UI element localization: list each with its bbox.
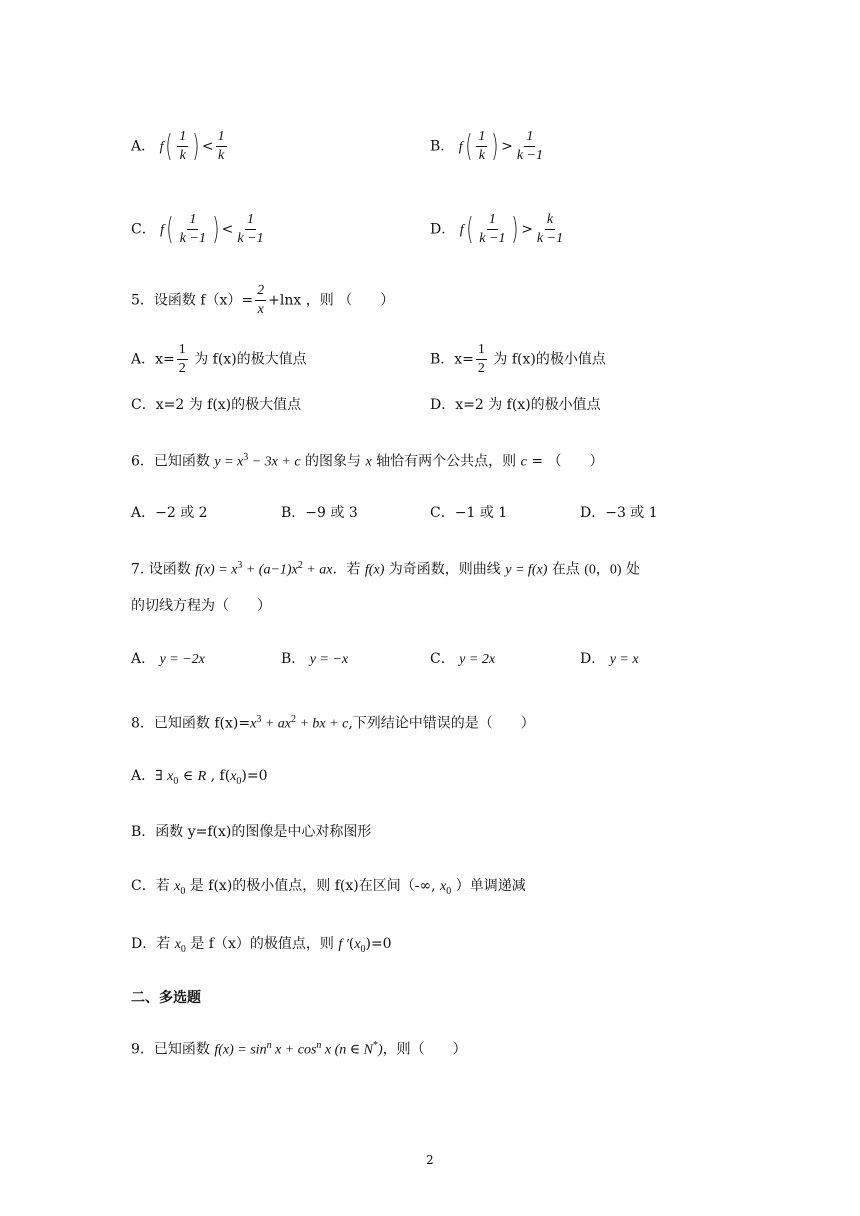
math: ) — [377, 1042, 383, 1058]
denominator: 2 — [477, 361, 485, 376]
paren-right: ) — [192, 128, 200, 164]
fraction — [255, 282, 266, 319]
paren-left: ( — [464, 128, 473, 164]
math: y = f(x) — [505, 562, 548, 578]
paren-right: ) — [212, 211, 220, 247]
q6-option-a: A．−2 或 2 — [131, 505, 208, 521]
q4-option-d — [430, 211, 567, 248]
stem-text: ,下列结论中错误的是（ ） — [348, 715, 535, 732]
denominator: k — [218, 148, 225, 163]
q5-stem — [131, 282, 394, 319]
math: x (n ∈ N — [321, 1042, 373, 1058]
stem-text: ，则（ ） — [382, 1041, 467, 1058]
fraction — [515, 128, 545, 165]
q5-option-d: D．x=2 为 f(x)的极小值点 — [430, 397, 601, 413]
math: x + cos — [271, 1042, 317, 1058]
q7-option-d — [580, 649, 639, 670]
math: y = 2x — [459, 652, 496, 667]
q7-stem-line1 — [131, 556, 640, 581]
math: x — [354, 937, 361, 952]
q4-option-c — [131, 211, 268, 248]
q4-option-b — [430, 128, 547, 165]
option-label: A． — [131, 651, 156, 667]
math: x — [167, 769, 174, 784]
math: ∈ — [178, 768, 198, 784]
stem-text: ．若 — [332, 561, 365, 578]
denominator: k −1 — [237, 231, 264, 246]
operator: > — [501, 138, 513, 155]
stem-text: +lnx ，则 （ ） — [268, 292, 395, 309]
math: + bx + c — [295, 716, 349, 732]
math: c — [520, 454, 527, 470]
denominator: 2 — [178, 361, 186, 376]
stem-text: 7. 设函数 — [131, 561, 196, 578]
fraction — [476, 341, 487, 378]
exponent: 3 — [243, 452, 249, 463]
stem-text: 9．已知函数 — [131, 1041, 215, 1058]
math: x — [230, 769, 237, 784]
fraction — [535, 211, 565, 248]
q5-option-b — [430, 341, 606, 378]
option-label: D． — [430, 221, 456, 238]
section-heading: 二、多选题 — [131, 990, 201, 1006]
option-label: C． — [430, 651, 455, 667]
paren-left: ( — [166, 211, 174, 247]
paren-left: ( — [465, 211, 473, 247]
math: x — [250, 716, 257, 732]
operator: > — [521, 221, 533, 238]
math: ( — [348, 936, 355, 952]
q8-option-c — [131, 876, 526, 902]
option-text: 为 f(x)的极大值点 — [189, 351, 307, 368]
subscript: 0 — [360, 943, 366, 955]
operator: < — [221, 221, 234, 238]
math: x — [365, 454, 372, 470]
math: (0，0) — [584, 562, 622, 578]
paren-right: ) — [511, 211, 519, 247]
stem-text: 5．设函数 f（x）= — [131, 292, 254, 309]
numerator: 1 — [476, 128, 487, 147]
option-label: B． — [281, 651, 306, 667]
func-symbol: f — [160, 222, 165, 238]
stem-text: 的图象与 — [300, 453, 366, 470]
paren-right: ) — [491, 128, 499, 164]
math: f(x) = sin — [214, 1042, 267, 1058]
exponent: 3 — [256, 714, 262, 725]
q5-option-c: C．x=2 为 f(x)的极大值点 — [131, 397, 302, 413]
exponent: 2 — [297, 560, 303, 571]
fraction — [177, 128, 188, 165]
numerator: 1 — [177, 341, 188, 360]
q9-stem — [131, 1036, 467, 1061]
option-label: D． — [580, 651, 606, 667]
math: y = x — [214, 454, 244, 470]
option-text: A．x= — [131, 351, 175, 368]
numerator: 1 — [177, 128, 188, 147]
q7-option-a — [131, 649, 205, 670]
denominator: k −1 — [179, 231, 206, 246]
math: x — [174, 937, 181, 952]
numerator: 1 — [487, 211, 498, 230]
option-label: C． — [131, 221, 156, 238]
numerator: 2 — [255, 282, 266, 301]
exponent: * — [372, 1040, 378, 1051]
numerator: 1 — [187, 211, 198, 230]
numerator: 1 — [476, 341, 487, 360]
math: + ax — [302, 562, 333, 578]
func-symbol: f — [458, 139, 463, 155]
q6-option-d: D．−3 或 1 — [580, 505, 658, 521]
numerator: 1 — [245, 211, 256, 230]
math: + (a−1)x — [242, 562, 298, 578]
option-text: C．若 — [131, 878, 175, 894]
stem-text: 8．已知函数 f(x)= — [131, 715, 251, 732]
math: y = −2x — [159, 652, 205, 667]
numerator: k — [545, 211, 555, 230]
q8-option-a — [131, 766, 268, 792]
denominator: k −1 — [536, 231, 564, 246]
q8-option-b: B．函数 y=f(x)的图像是中心对称图形 — [131, 824, 372, 840]
subscript: 0 — [236, 775, 242, 787]
operator: < — [201, 138, 214, 155]
stem-text: 6．已知函数 — [131, 453, 215, 470]
option-label: A． — [131, 138, 156, 155]
exponent: 3 — [237, 560, 243, 571]
fraction — [476, 128, 487, 165]
option-text: )=0 — [241, 768, 268, 784]
option-text: , f( — [206, 768, 231, 784]
q6-option-b: B．−9 或 3 — [281, 505, 358, 521]
exponent: n — [316, 1040, 322, 1051]
option-text: 是 f(x)的极小值点，则 f(x)在区间（-∞, — [185, 878, 441, 894]
q8-stem — [131, 710, 535, 735]
math: + ax — [261, 716, 291, 732]
denominator: k — [179, 148, 186, 163]
subscript: 0 — [180, 943, 186, 955]
math: y = −x — [309, 652, 349, 667]
numerator: 1 — [216, 128, 227, 147]
paren-left: ( — [165, 128, 173, 164]
option-text: ）单调递减 — [451, 878, 526, 894]
fraction — [178, 211, 208, 248]
q7-stem-line2: 的切线方程为（ ） — [131, 598, 271, 614]
denominator: k −1 — [516, 148, 543, 163]
math: y = x — [609, 652, 639, 667]
stem-text: = （ ） — [526, 453, 604, 470]
stem-text: 在点 — [547, 561, 585, 578]
math: R — [197, 769, 207, 784]
subscript: 0 — [173, 775, 179, 787]
denominator: k — [478, 148, 485, 163]
func-symbol: f — [159, 139, 164, 155]
option-text: 为 f(x)的极小值点 — [488, 351, 606, 368]
subscript: 0 — [180, 885, 186, 897]
func-symbol: f — [459, 222, 464, 238]
math: f(x) = x — [195, 562, 238, 578]
math: f ′ — [338, 937, 349, 952]
q6-stem — [131, 448, 603, 473]
q4-option-a — [131, 128, 229, 165]
option-text: 是 f（x）的极值点，则 — [185, 936, 339, 952]
denominator: k −1 — [479, 231, 506, 246]
fraction — [235, 211, 265, 248]
stem-text: 为奇函数，则曲线 — [384, 561, 506, 578]
fraction — [477, 211, 507, 248]
numerator: 1 — [524, 128, 535, 147]
option-text: A．∃ — [131, 768, 168, 784]
stem-text: 处 — [621, 561, 641, 578]
q6-option-c: C．−1 或 1 — [430, 505, 508, 521]
fraction — [177, 341, 188, 378]
q7-option-c — [430, 649, 495, 670]
subscript: 0 — [446, 885, 452, 897]
option-text: B．x= — [430, 351, 474, 368]
q7-option-b — [281, 649, 348, 670]
exponent: n — [266, 1040, 272, 1051]
math: − 3x + c — [248, 454, 301, 470]
option-text: D．若 — [131, 936, 175, 952]
math: x — [174, 879, 181, 894]
denominator: x — [257, 302, 264, 317]
math: x — [440, 879, 447, 894]
page-number: 2 — [426, 1153, 434, 1167]
q5-option-a — [131, 341, 307, 378]
q8-option-d — [131, 934, 392, 960]
math: f(x) — [364, 562, 385, 578]
option-label: B． — [430, 138, 455, 155]
stem-text: 轴恰有两个公共点，则 — [371, 453, 521, 470]
fraction — [216, 128, 227, 165]
exponent: 2 — [290, 714, 296, 725]
option-text: )=0 — [365, 936, 392, 952]
